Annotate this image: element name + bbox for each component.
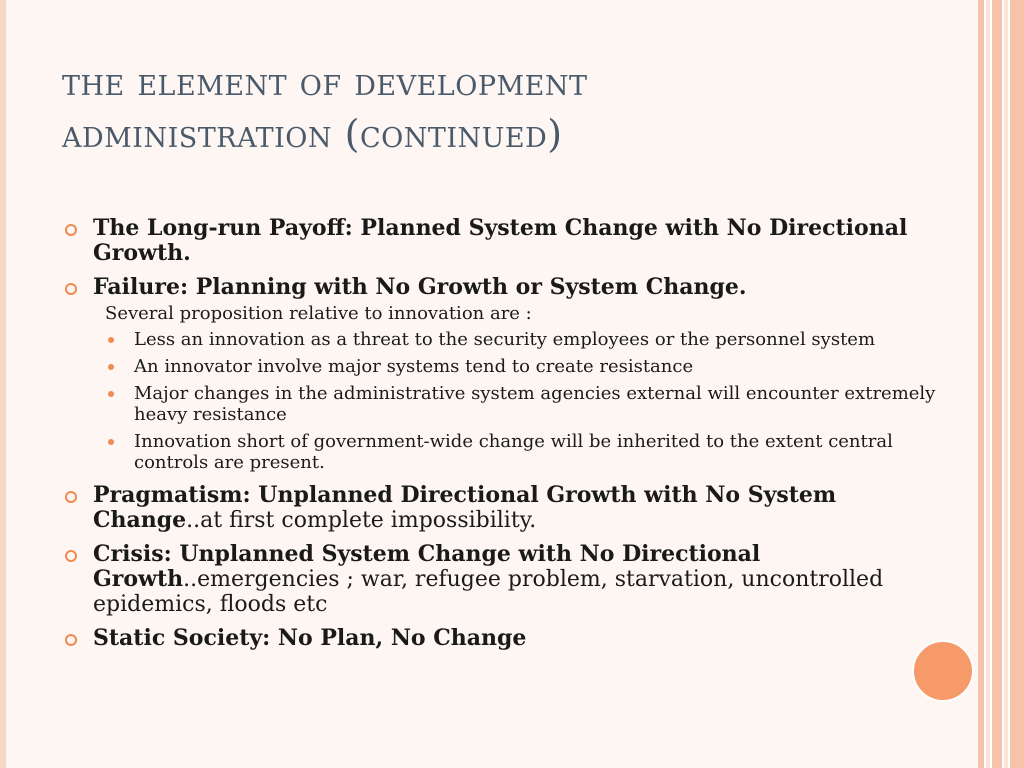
bullet-item-long-run-payoff [62, 216, 942, 266]
slide-title-line1: the element of development [62, 60, 588, 104]
bullet-dot-icon [108, 337, 114, 343]
bullet-dot-icon [108, 391, 114, 397]
bullet-bold-text: Static Society: No Plan, No Change [93, 625, 527, 651]
sub-bullet-text: Innovation short of government-wide change will be inherited to the extent central controls are present. [134, 431, 893, 473]
bullet-normal-text: ..at first complete impossibility. [186, 508, 537, 533]
left-border-decoration [0, 0, 6, 768]
bullet-item-pragmatism [62, 483, 942, 533]
bullet-bold-text: Pragmatism: Unplanned Directional Growth with No System Change [93, 482, 837, 533]
sub-bullet-item [62, 383, 942, 425]
bullet-circle-icon [65, 491, 77, 503]
right-stripe-decoration [992, 0, 1002, 768]
bullet-item-failure [62, 275, 942, 300]
sub-bullet-item [62, 356, 942, 377]
bullet-circle-icon [65, 283, 77, 295]
slide-title-line2: administration (continued) [62, 112, 563, 156]
right-stripe-decoration [986, 0, 990, 768]
bullet-circle-icon [65, 634, 77, 646]
right-stripe-decoration [978, 0, 984, 768]
bullet-bold-text: Failure: Planning with No Growth or System Change. [93, 274, 747, 300]
sub-bullet-text: Less an innovation as a threat to the security employees or the personnel system [134, 329, 876, 350]
bullet-dot-icon [108, 439, 114, 445]
bullet-dot-icon [108, 364, 114, 370]
sub-bullet-item [62, 329, 942, 350]
bullet-item-crisis [62, 542, 942, 617]
bullet-bold-text: The Long-run Payoff: Planned System Change with No Directional Growth. [93, 215, 908, 266]
propositions-intro: Several proposition relative to innovation are : [105, 303, 532, 324]
right-stripe-decoration [1004, 0, 1008, 768]
sub-bullet-item [62, 431, 942, 473]
bullet-bold-text: Crisis: Unplanned System Change with No Directional Growth [93, 541, 761, 592]
right-stripe-decoration [1010, 0, 1024, 768]
bullet-list [62, 216, 942, 660]
bullet-normal-text: ..emergencies ; war, refugee problem, starvation, uncontrolled epidemics, floods etc [93, 567, 884, 617]
sub-bullet-text: An innovator involve major systems tend to create resistance [134, 356, 694, 377]
bullet-circle-icon [65, 550, 77, 562]
sub-bullet-text: Major changes in the administrative system agencies external will encounter extremely heavy resistance [134, 383, 936, 425]
bullet-item-static-society [62, 626, 942, 651]
bullet-circle-icon [65, 224, 77, 236]
slide-title [62, 56, 942, 160]
